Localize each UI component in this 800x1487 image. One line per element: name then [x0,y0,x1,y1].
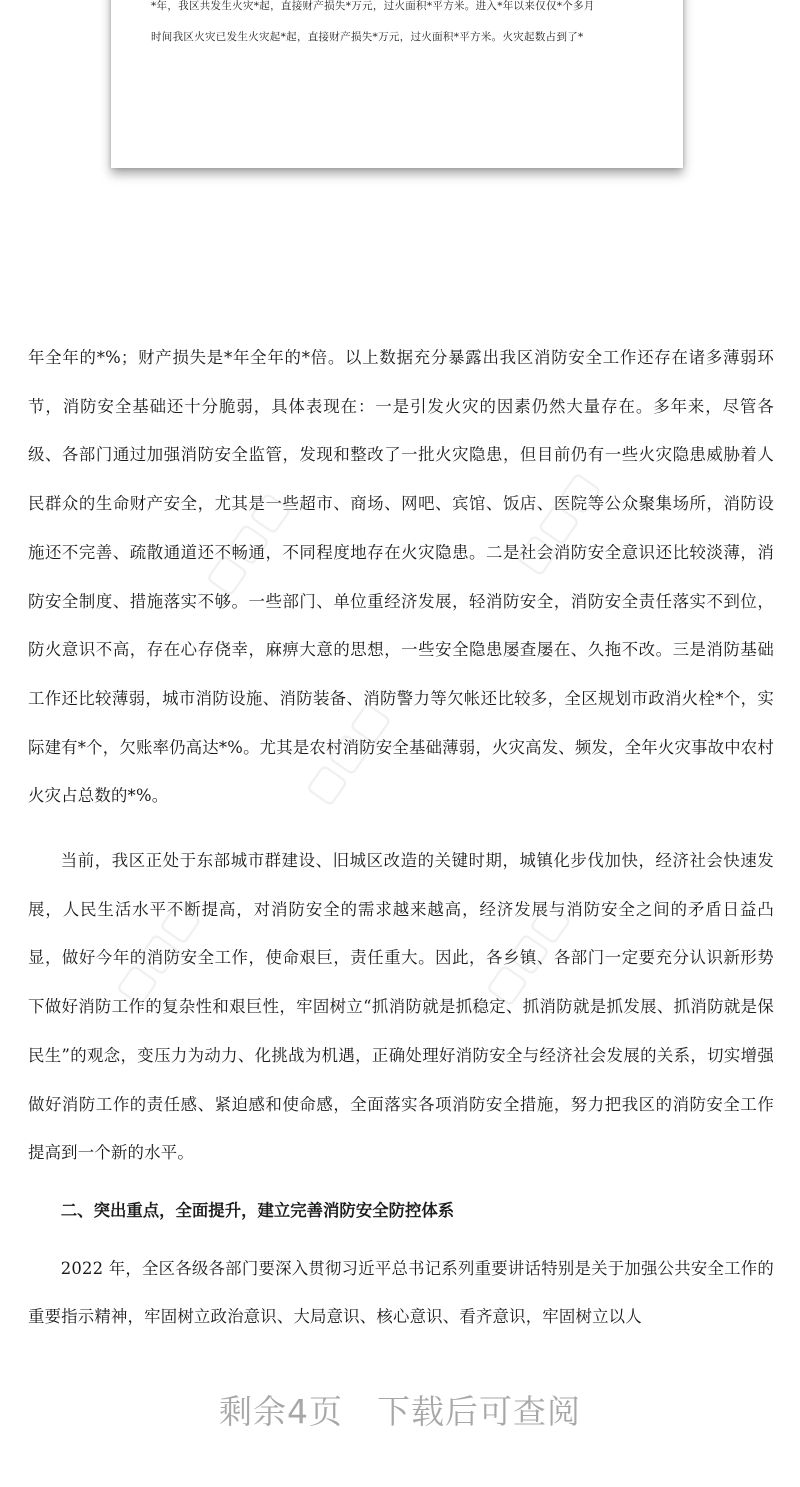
watermark-graphic: ▢▢▢ [505,463,609,583]
watermark-graphic: ▢▢▢ [105,893,209,1013]
page-preview-card [111,0,683,168]
body-paragraph-3: 2022 年，全区各级各部门要深入贯彻习近平总书记系列重要讲话特别是关于加强公共安全工作的重要指示精神，牢固树立政治意识、大局意识、核心意识、看齐意识，牢固树立以人 [28,1258,774,1327]
remaining-pages-notice[interactable] [0,1386,800,1433]
body-paragraph-1: 年全年的*%；财产损失是*年全年的*倍。以上数据充分暴露出我区消防安全工作还存在诸多薄弱环节，消防安全基础还十分脆弱，具体表现在：一是引发火灾的因素仍然大量存在。多年来，尽管各级、各部门通过加强消防安全监管，发现和整改了一批火灾隐患，但目前仍有一些火灾隐患威胁着人民群众的生命财产安全，尤其是一些超市、商场、网吧、宾馆、饭店、医院等公众聚集场所，消防设施还不完善、疏散通道还不畅通，不同程度地存在火灾隐患。二是社会消防安全意识还比较淡薄，消防安全制度、措施落实不够。一些部门、单位重经济发展，轻消防安全，消防安全责任落实不到位，防火意识不高，存在心存侥幸，麻痹大意的思想，一些安全隐患屡查屡在、久拖不改。三是消防基础工作还比较薄弱，城市消防设施、消防装备、消防警力等欠帐还比较多，全区规划市政消火栓*个，实际建有*个，欠账率仍高达*%。尤其是农村消防安全基础薄弱，火灾高发、频发，全年火灾事故中农村火灾占总数的*%。 [28,348,774,806]
watermark-graphic: ▢▢▢ [195,483,299,603]
section-heading: 二、突出重点，全面提升，建立完善消防安全防控体系 [60,1200,455,1220]
body-paragraph-2: 当前，我区正处于东部城市群建设、旧城区改造的关键时期，城镇化步伐加快，经济社会快速发展，人民生活水平不断提高，对消防安全的需求越来越高，经济发展与消防安全之间的矛盾日益凸显，做好今年的消防安全工作，使命艰巨，责任重大。因此，各乡镇、各部门一定要充分认识新形势下做好消防工作的复杂性和艰巨性，牢固树立“抓消防就是抓稳定、抓消防就是抓发展、抓消防就是保民生”的观念，变压力为动力、化挑战为机遇，正确处理好消防安全与经济社会发展的关系，切实增强做好消防工作的责任感、紧迫感和使命感，全面落实各项消防安全措施，努力把我区的消防安全工作提高到一个新的水平。 [28,851,774,1163]
preview-line-2: 时间我区火灾已发生火灾起*起，直接财产损失*万元，过火面积*平方米。火灾起数占到了* [151,31,584,43]
download-to-view-label: 下载后可查阅 [377,1392,581,1431]
document-body [28,334,774,1342]
watermark-graphic: ▢▢▢ [295,693,399,813]
preview-line-1: *年，我区共发生火灾*起，直接财产损失*万元，过火面积*平方米。进入*年以来仅仅*个多月 [151,0,595,12]
watermark-graphic: ▢▢▢ [475,893,579,1013]
remaining-pages-label: 剩余4页 [219,1392,343,1431]
